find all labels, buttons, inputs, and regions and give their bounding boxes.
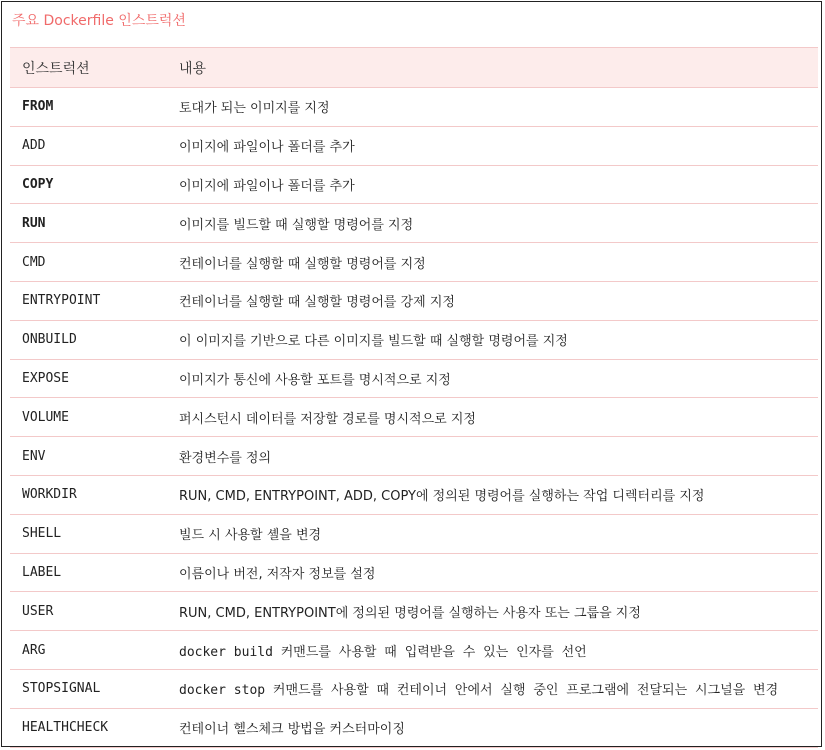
table-header-row xyxy=(10,48,818,88)
description-cell: 이미지에 파일이나 폴더를 추가 xyxy=(167,126,818,165)
table-row xyxy=(10,592,818,631)
table-row xyxy=(10,281,818,320)
instruction-cell: ENTRYPOINT xyxy=(10,281,167,320)
description-cell: 퍼시스턴시 데이터를 저장할 경로를 명시적으로 지정 xyxy=(167,398,818,437)
instruction-cell: COPY xyxy=(10,165,167,204)
instruction-cell: VOLUME xyxy=(10,398,167,437)
table-row xyxy=(10,514,818,553)
instruction-cell: ONBUILD xyxy=(10,320,167,359)
description-cell: 이미지가 통신에 사용할 포트를 명시적으로 지정 xyxy=(167,359,818,398)
description-cell: 환경변수를 정의 xyxy=(167,437,818,476)
table-row xyxy=(10,165,818,204)
description-cell: 컨테이너를 실행할 때 실행할 명령어를 강제 지정 xyxy=(167,281,818,320)
table-row xyxy=(10,359,818,398)
description-cell: 컨테이너 헬스체크 방법을 커스터마이징 xyxy=(167,708,818,747)
instruction-cell: HEALTHCHECK xyxy=(10,708,167,747)
description-cell: 빌드 시 사용할 셸을 변경 xyxy=(167,514,818,553)
description-cell: 이미지에 파일이나 폴더를 추가 xyxy=(167,165,818,204)
table-row xyxy=(10,320,818,359)
instruction-cell: LABEL xyxy=(10,553,167,592)
header-description: 내용 xyxy=(167,48,818,88)
document-frame xyxy=(1,1,822,747)
instruction-cell: EXPOSE xyxy=(10,359,167,398)
instruction-cell: SHELL xyxy=(10,514,167,553)
table-row xyxy=(10,88,818,127)
description-cell: docker build 커맨드를 사용할 때 입력받을 수 있는 인자를 선언 xyxy=(167,631,818,670)
table-title: 주요 Dockerfile 인스트럭션 xyxy=(12,13,186,29)
table-row xyxy=(10,126,818,165)
description-cell: 컨테이너를 실행할 때 실행할 명령어를 지정 xyxy=(167,243,818,282)
instruction-cell: USER xyxy=(10,592,167,631)
table-row xyxy=(10,398,818,437)
table-row xyxy=(10,669,818,708)
table-row xyxy=(10,631,818,670)
description-cell: RUN, CMD, ENTRYPOINT, ADD, COPY에 정의된 명령어를 실행하는 작업 디렉터리를 지정 xyxy=(167,475,818,514)
table-row xyxy=(10,475,818,514)
instruction-cell: STOPSIGNAL xyxy=(10,669,167,708)
instruction-table xyxy=(10,47,818,748)
instruction-cell: ADD xyxy=(10,126,167,165)
instruction-cell: WORKDIR xyxy=(10,475,167,514)
table-row xyxy=(10,243,818,282)
description-cell: 이 이미지를 기반으로 다른 이미지를 빌드할 때 실행할 명령어를 지정 xyxy=(167,320,818,359)
instruction-cell: FROM xyxy=(10,88,167,127)
description-cell: 이름이나 버전, 저작자 정보를 설정 xyxy=(167,553,818,592)
header-instruction: 인스트럭션 xyxy=(10,48,167,88)
description-cell: 이미지를 빌드할 때 실행할 명령어를 지정 xyxy=(167,204,818,243)
table-row xyxy=(10,553,818,592)
instruction-cell: CMD xyxy=(10,243,167,282)
description-cell: 토대가 되는 이미지를 지정 xyxy=(167,88,818,127)
instruction-cell: ENV xyxy=(10,437,167,476)
table-row xyxy=(10,437,818,476)
table-row xyxy=(10,204,818,243)
table-row xyxy=(10,708,818,747)
description-cell: docker stop 커맨드를 사용할 때 컨테이너 안에서 실행 중인 프로그램에 전달되는 시그널을 변경 xyxy=(167,669,818,708)
instruction-cell: RUN xyxy=(10,204,167,243)
instruction-cell: ARG xyxy=(10,631,167,670)
description-cell: RUN, CMD, ENTRYPOINT에 정의된 명령어를 실행하는 사용자 또는 그룹을 지정 xyxy=(167,592,818,631)
